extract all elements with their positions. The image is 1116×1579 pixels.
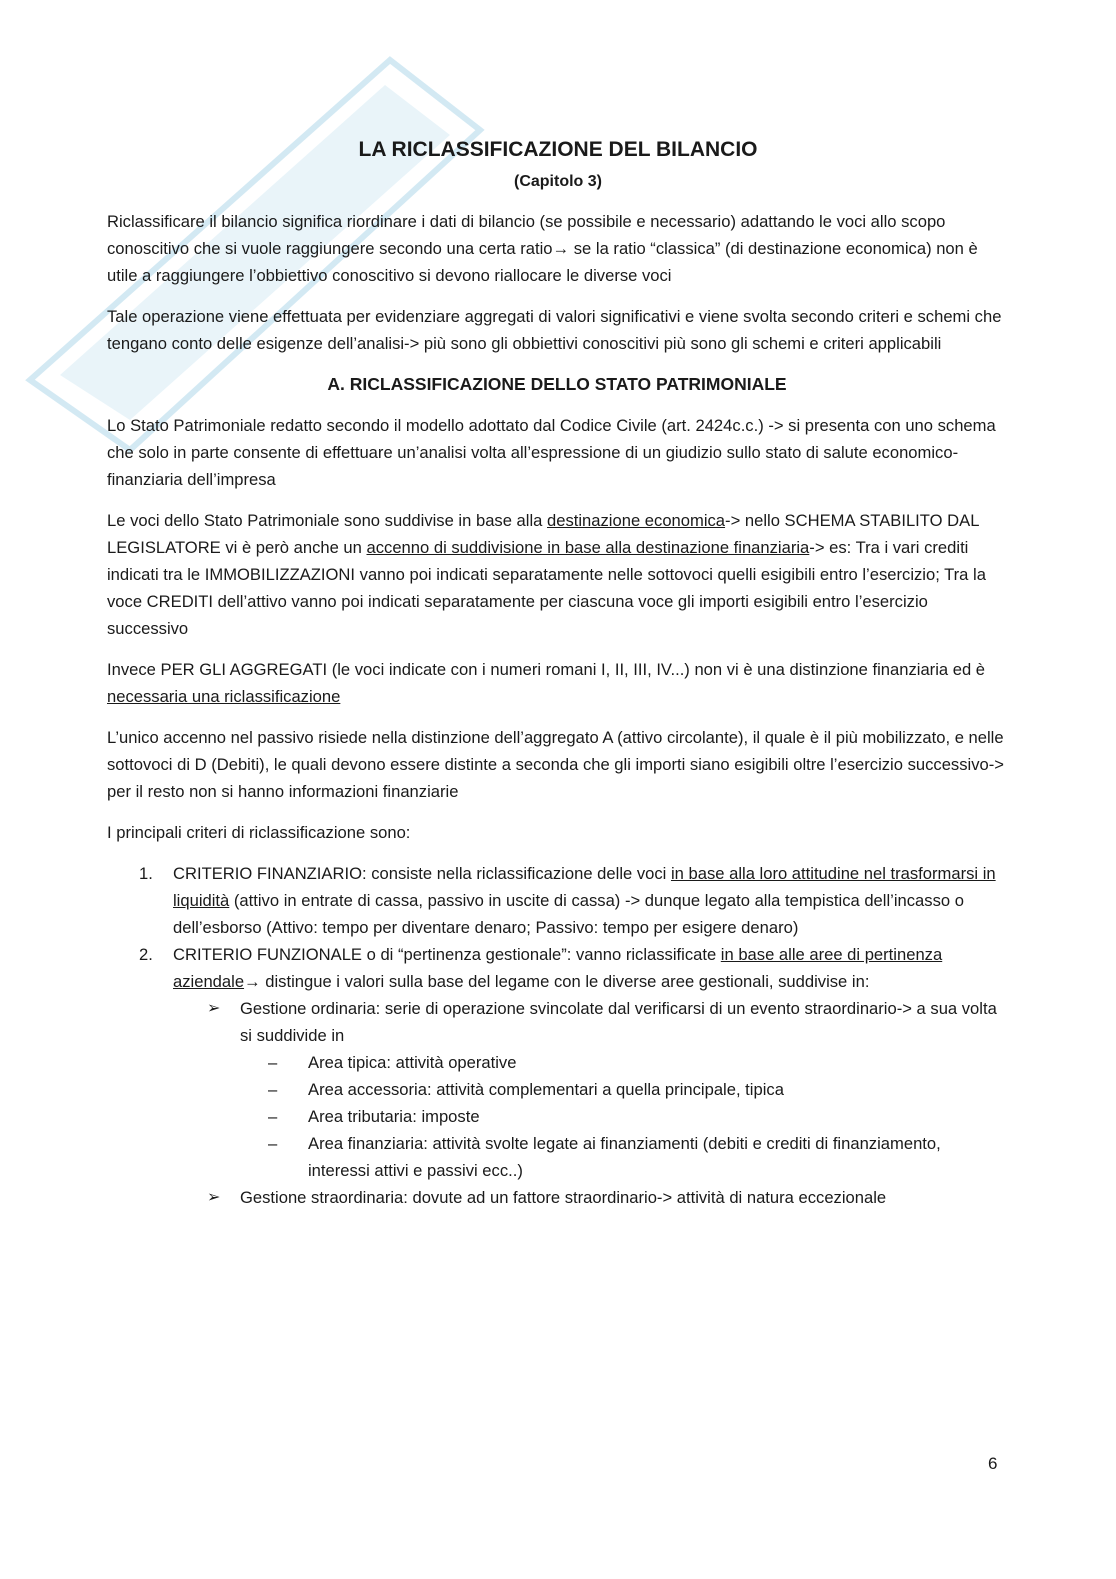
dash-bullet-icon: – (268, 1080, 278, 1099)
underlined-text: in base alla loro attitudine nel trasformarsi in liquidità (173, 864, 996, 910)
text-run: -> nello SCHEMA STABILITO DAL LEGISLATORE vi è però anche un (107, 511, 979, 557)
text-run: -> es: Tra i vari crediti indicati tra le IMMOBILIZZAZIONI vanno poi indicati separatamente nelle sottovoci quelli esigibili entro l’esercizio; Tra la voce CREDITI dell’attivo vanno poi indicati separatamente per ciascuna voce gli importi esigibili entro l’esercizio successivo (107, 538, 986, 638)
section-a-paragraph-1: Lo Stato Patrimoniale redatto secondo il modello adottato dal Codice Civile (art. 2424c.c.) -> si presenta con uno schema che solo in parte consente di effettuare un’analisi volta all’espressione di un giudizio sullo stato di salute economico-finanziaria dell’impresa (107, 416, 996, 489)
dash-bullet-icon: – (268, 1107, 278, 1126)
page-number: 6 (988, 1454, 998, 1473)
areas-list (240, 1049, 1007, 1184)
intro-paragraph-2: Tale operazione viene effettuata per evidenziare aggregati di valori significativi e viene svolta secondo criteri e schemi che tengano conto delle esigenze dell’analisi-> più sono gli obbiettivi conoscitivi più sono gli schemi e criteri applicabili (107, 307, 1002, 353)
document-title: LA RICLASSIFICAZIONE DEL BILANCIO (358, 138, 758, 161)
text-run: distingue i valori sulla base del legame con le diverse aree gestionali, suddivise in: (260, 972, 870, 991)
right-arrow-icon: → (552, 239, 570, 258)
criteria-list (107, 860, 1007, 1211)
area-item-financial (268, 1130, 1007, 1184)
section-a-paragraph-5: I principali criteri di riclassificazione sono: (107, 823, 411, 842)
intro-text-a: Riclassificare il bilancio significa riordinare i dati di bilancio (se possibile e necessario) adattando le voci allo scopo conoscitivo che si vuole raggiungere secondo una certa ratio (107, 212, 946, 258)
list-item-text: Area tipica: attività operative (308, 1053, 517, 1072)
list-item-text: Gestione straordinaria: dovute ad un fattore straordinario-> attività di natura eccezionale (240, 1188, 887, 1207)
text-run: CRITERIO FUNZIONALE o di “pertinenza gestionale”: vanno riclassificate (173, 945, 721, 964)
section-a-paragraph-4: L’unico accenno nel passivo risiede nella distinzione dell’aggregato A (attivo circolante), il quale è il più mobilizzato, e nelle sottovoci di D (Debiti), le quali devono essere distinte a seconda che gli importi siano esigibili oltre l’esercizio successivo-> per il resto non si hanno informazioni finanziarie (107, 728, 1004, 801)
text-run: (attivo in entrate di cassa, passivo in uscite di cassa) -> dunque legato alla tempistica dell’incasso o dell’esborso (Attivo: tempo per diventare denaro; Passivo: tempo per esigere denaro) (173, 891, 964, 937)
section-a-heading: A. RICLASSIFICAZIONE DELLO STATO PATRIMONIALE (327, 374, 787, 394)
area-item-tax (268, 1103, 1007, 1130)
text-run: Le voci dello Stato Patrimoniale sono suddivise in base alla (107, 511, 547, 530)
intro-paragraph-1 (107, 208, 1007, 289)
management-item-extraordinary (207, 1184, 1007, 1211)
list-item-text: Area tributaria: imposte (308, 1107, 480, 1126)
right-arrow-icon: → (244, 972, 261, 991)
list-item-text: Area finanziaria: attività svolte legate ai finanziamenti (debiti e crediti di finanziamento, interessi attivi e passivi ecc..) (308, 1134, 941, 1180)
management-item-ordinary (207, 995, 1007, 1184)
criteria-item-functional (139, 941, 1007, 1211)
criteria-item-financial (139, 860, 1007, 941)
document-body (107, 208, 1007, 1211)
area-item-typical (268, 1049, 1007, 1076)
list-number: 2. (139, 945, 153, 964)
arrowhead-bullet-icon: ➢ (207, 1000, 221, 1017)
dash-bullet-icon: – (268, 1134, 278, 1153)
dash-bullet-icon: – (268, 1053, 278, 1072)
list-item-text: Gestione ordinaria: serie di operazione svincolate dal verificarsi di un evento straordinario-> a sua volta si suddivide in (240, 999, 997, 1045)
list-number: 1. (139, 864, 153, 883)
area-item-accessory (268, 1076, 1007, 1103)
intro-text-b: se la ratio “classica” (di destinazione economica) non è utile a raggiungere l’obbiettivo conoscitivo si devono riallocare le diverse voci (107, 239, 978, 285)
underlined-text: destinazione economica (547, 511, 726, 530)
underlined-text: accenno di suddivisione in base alla destinazione finanziaria (366, 538, 810, 557)
management-list (173, 995, 1007, 1211)
arrowhead-bullet-icon: ➢ (207, 1189, 221, 1206)
section-a-paragraph-3 (107, 656, 1007, 710)
text-run: Invece PER GLI AGGREGATI (le voci indicate con i numeri romani I, II, III, IV...) non vi è una distinzione finanziaria ed è (107, 660, 986, 679)
document-subtitle: (Capitolo 3) (514, 173, 602, 190)
text-run: CRITERIO FINANZIARIO: consiste nella riclassificazione delle voci (173, 864, 671, 883)
list-item-text: Area accessoria: attività complementari a quella principale, tipica (308, 1080, 784, 1099)
section-a-paragraph-2 (107, 507, 1007, 642)
underlined-text: necessaria una riclassificazione (107, 687, 341, 706)
underlined-text: in base alle aree di pertinenza aziendale (173, 945, 943, 991)
